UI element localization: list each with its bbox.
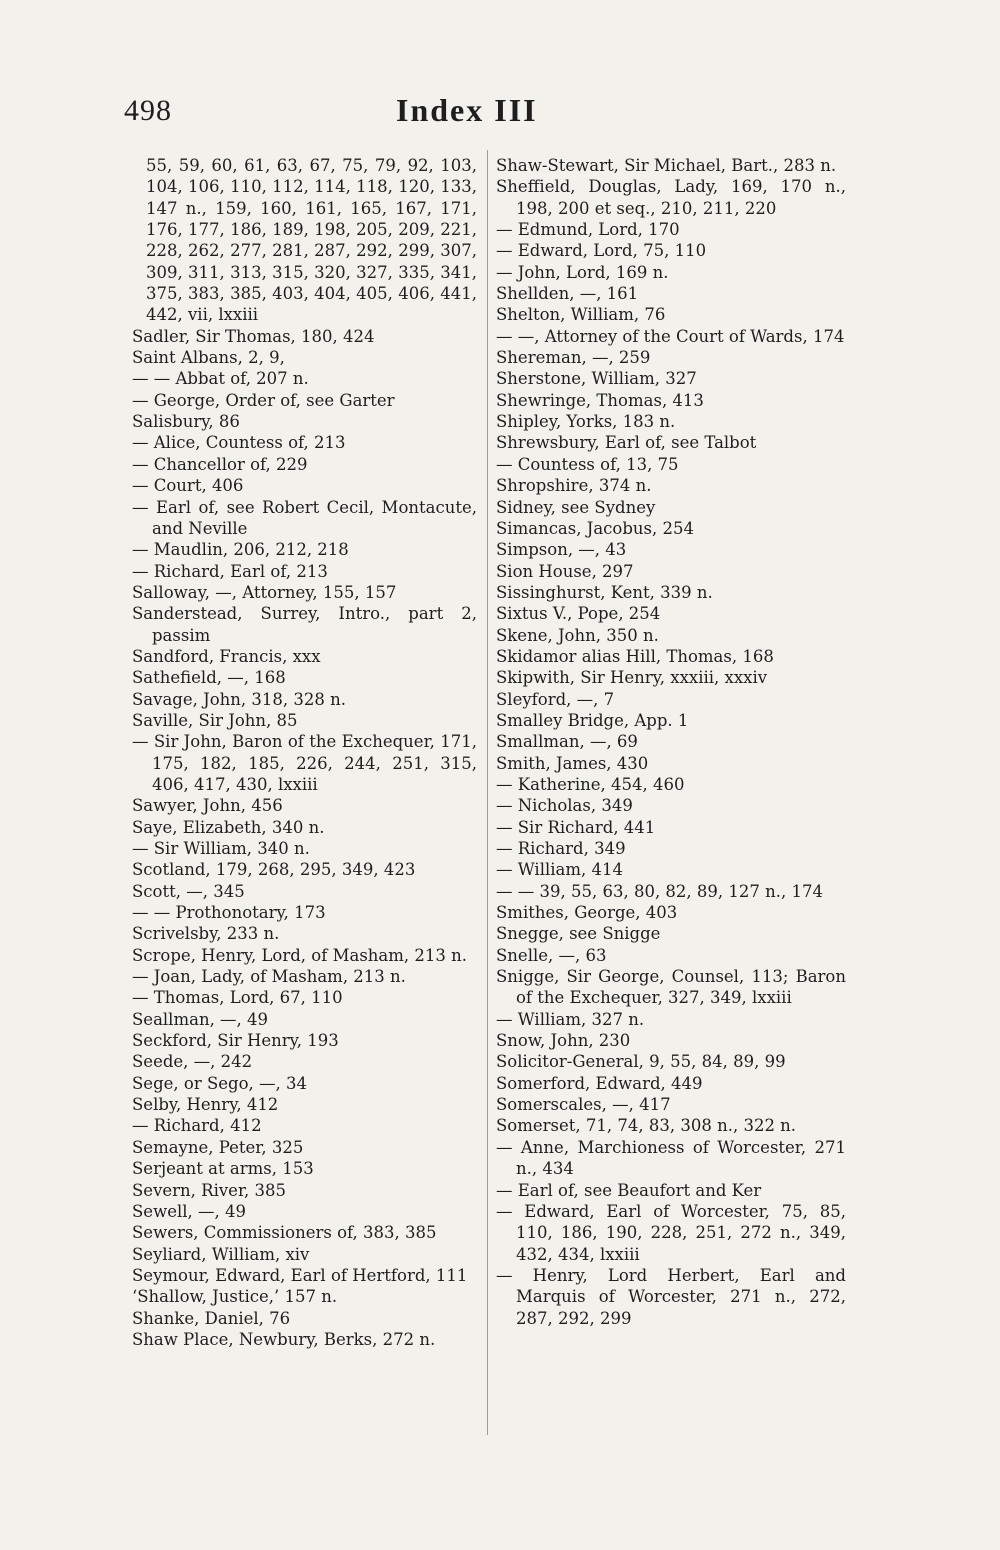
index-entry: Skidamor alias Hill, Thomas, 168 — [496, 646, 774, 666]
page-header — [0, 92, 1000, 142]
index-entry: Somerscales, —, 417 — [496, 1095, 671, 1115]
index-entry: Scrope, Henry, Lord, of Masham, 213 n. — [132, 945, 467, 965]
index-entry: Seede, —, 242 — [132, 1052, 253, 1072]
index-column-left — [132, 155, 477, 1350]
index-entry: 55, 59, 60, 61, 63, 67, 75, 79, 92, 103, 104, 106, 110, 112, 114, 118, 120, 133, 147 n., 159, 160, 161, 165, 167, 171, 176, 177, 186, 189, 198, 205, 209, 221, 228, 262, 277, 281, 287, 292, 299, 307, 309, 311, 313, 315, 320, 327, 335, 341, 375, 383, 385, 403, 404, 405, 406, 441, 442, vii, lxxiii — [146, 156, 477, 325]
index-entry: Snegge, see Snigge — [496, 924, 661, 944]
index-entry: Shrewsbury, Earl of, see Talbot — [496, 433, 757, 453]
index-entry: — Edward, Lord, 75, 110 — [496, 241, 707, 261]
column-divider — [487, 150, 488, 1435]
index-entry: Seyliard, William, xiv — [132, 1244, 310, 1264]
index-entry: Smithes, George, 403 — [496, 903, 678, 923]
index-entry: Shanke, Daniel, 76 — [132, 1308, 291, 1328]
index-entry: Sege, or Sego, —, 34 — [132, 1073, 307, 1093]
index-entry: Sion House, 297 — [496, 561, 634, 581]
index-entry: Sewell, —, 49 — [132, 1201, 246, 1221]
index-entry: Sissinghurst, Kent, 339 n. — [496, 582, 713, 602]
index-entry: — Earl of, see Beaufort and Ker — [496, 1180, 762, 1200]
index-entry: Sadler, Sir Thomas, 180, 424 — [132, 326, 375, 346]
index-entry: — Katherine, 454, 460 — [496, 774, 685, 794]
index-entry: Shelton, William, 76 — [496, 305, 666, 325]
index-entry: Sathefield, —, 168 — [132, 668, 286, 688]
index-entry: — Richard, 412 — [132, 1116, 262, 1136]
index-entry: Scrivelsby, 233 n. — [132, 924, 280, 944]
index-entry: Shipley, Yorks, 183 n. — [496, 412, 676, 432]
index-entry: Sandford, Francis, xxx — [132, 646, 321, 666]
index-entry: — Chancellor of, 229 — [132, 454, 308, 474]
index-entry: Snow, John, 230 — [496, 1031, 631, 1051]
index-entry: Scott, —, 345 — [132, 881, 245, 901]
index-entry: — John, Lord, 169 n. — [496, 262, 669, 282]
index-entry: Shewringe, Thomas, 413 — [496, 390, 704, 410]
index-entry: Smalley Bridge, App. 1 — [496, 710, 689, 730]
index-entry: Skene, John, 350 n. — [496, 625, 659, 645]
index-entry: — Joan, Lady, of Masham, 213 n. — [132, 967, 406, 987]
index-entry: Solicitor-General, 9, 55, 84, 89, 99 — [496, 1052, 786, 1072]
index-entry: — — Prothonotary, 173 — [132, 903, 326, 923]
index-entry: — William, 327 n. — [496, 1009, 645, 1029]
index-entry: Shereman, —, 259 — [496, 348, 651, 368]
index-entry: — — 39, 55, 63, 80, 82, 89, 127 n., 174 — [496, 881, 823, 901]
index-entry: Sewers, Commissioners of, 383, 385 — [132, 1223, 437, 1243]
index-entry: — Alice, Countess of, 213 — [132, 433, 346, 453]
index-entry: Shaw-Stewart, Sir Michael, Bart., 283 n. — [496, 156, 837, 175]
index-entry: Saint Albans, 2, 9, — [132, 348, 285, 368]
index-entry: Salloway, —, Attorney, 155, 157 — [132, 582, 397, 602]
index-entry: — Nicholas, 349 — [496, 796, 633, 816]
index-entry: — Anne, Marchioness of Worcester, 271 n., 434 — [496, 1137, 846, 1179]
index-entry: — — Abbat of, 207 n. — [132, 369, 309, 389]
index-entry: — George, Order of, see Garter — [132, 390, 395, 410]
index-entry: Snelle, —, 63 — [496, 945, 607, 965]
index-column-right — [496, 155, 846, 1329]
index-entry: Seymour, Edward, Earl of Hertford, 111 — [132, 1265, 468, 1285]
running-title: Index III — [396, 92, 538, 128]
index-entry: Skipwith, Sir Henry, xxxiii, xxxiv — [496, 668, 768, 688]
index-entry: — William, 414 — [496, 860, 623, 880]
index-entry: Smith, James, 430 — [496, 753, 649, 773]
index-entry: Severn, River, 385 — [132, 1180, 287, 1200]
page-number: 498 — [124, 94, 172, 127]
index-entry: — Court, 406 — [132, 476, 244, 496]
index-entry: — Maudlin, 206, 212, 218 — [132, 540, 349, 560]
index-entry: Shropshire, 374 n. — [496, 476, 652, 496]
index-entry: Semayne, Peter, 325 — [132, 1137, 304, 1157]
index-entry: Sixtus V., Pope, 254 — [496, 604, 661, 624]
index-entry: Serjeant at arms, 153 — [132, 1159, 314, 1179]
index-entry: — Edmund, Lord, 170 — [496, 220, 680, 240]
index-entry: Sherstone, William, 327 — [496, 369, 697, 389]
index-entry: Somerset, 71, 74, 83, 308 n., 322 n. — [496, 1116, 797, 1136]
index-entry: Sawyer, John, 456 — [132, 796, 283, 816]
index-entry: Sanderstead, Surrey, Intro., part 2, passim — [132, 604, 477, 645]
index-entry: — Sir John, Baron of the Exchequer, 171, 175, 182, 185, 226, 244, 251, 315, 406, 417, 430, lxxiii — [132, 732, 477, 794]
index-entry: — Richard, Earl of, 213 — [132, 561, 328, 581]
index-entry: Sheffield, Douglas, Lady, 169, 170 n., 198, 200 et seq., 210, 211, 220 — [496, 177, 846, 218]
index-entry: — Sir William, 340 n. — [132, 839, 310, 858]
index-entry: — Sir Richard, 441 — [496, 817, 656, 837]
index-entry: Sidney, see Sydney — [496, 497, 656, 517]
index-entry: Savage, John, 318, 328 n. — [132, 689, 347, 709]
index-entry: Saville, Sir John, 85 — [132, 710, 298, 730]
index-entry: Saye, Elizabeth, 340 n. — [132, 817, 325, 837]
index-entry: — Henry, Lord Herbert, Earl and Marquis of Worcester, 271 n., 272, 287, 292, 299 — [496, 1265, 846, 1328]
index-entry: Simancas, Jacobus, 254 — [496, 518, 694, 538]
index-entry: Seallman, —, 49 — [132, 1009, 269, 1029]
index-entry: Shellden, —, 161 — [496, 284, 639, 304]
index-entry: — Richard, 349 — [496, 839, 626, 858]
index-entry: Scotland, 179, 268, 295, 349, 423 — [132, 860, 416, 880]
index-entry: Salisbury, 86 — [132, 412, 240, 432]
index-entry: Shaw Place, Newbury, Berks, 272 n. — [132, 1329, 436, 1349]
index-entry: Somerford, Edward, 449 — [496, 1073, 703, 1093]
index-entry: Selby, Henry, 412 — [132, 1095, 279, 1115]
index-entry: — Earl of, see Robert Cecil, Montacute, and Neville — [132, 497, 477, 538]
index-entry: Smallman, —, 69 — [496, 732, 638, 752]
index-entry: — Countess of, 13, 75 — [496, 454, 679, 474]
index-entry: Simpson, —, 43 — [496, 540, 627, 560]
index-entry: Sleyford, —, 7 — [496, 689, 615, 709]
index-entry: — Thomas, Lord, 67, 110 — [132, 988, 343, 1008]
index-entry: — Edward, Earl of Worcester, 75, 85, 110, 186, 190, 228, 251, 272 n., 349, 432, 434, lxxiii — [496, 1201, 846, 1264]
index-entry: Seckford, Sir Henry, 193 — [132, 1031, 339, 1051]
index-entry: Snigge, Sir George, Counsel, 113; Baron of the Exchequer, 327, 349, lxxiii — [496, 967, 846, 1008]
index-entry: — —, Attorney of the Court of Wards, 174 — [496, 326, 845, 346]
index-entry: ‘Shallow, Justice,’ 157 n. — [132, 1287, 338, 1307]
